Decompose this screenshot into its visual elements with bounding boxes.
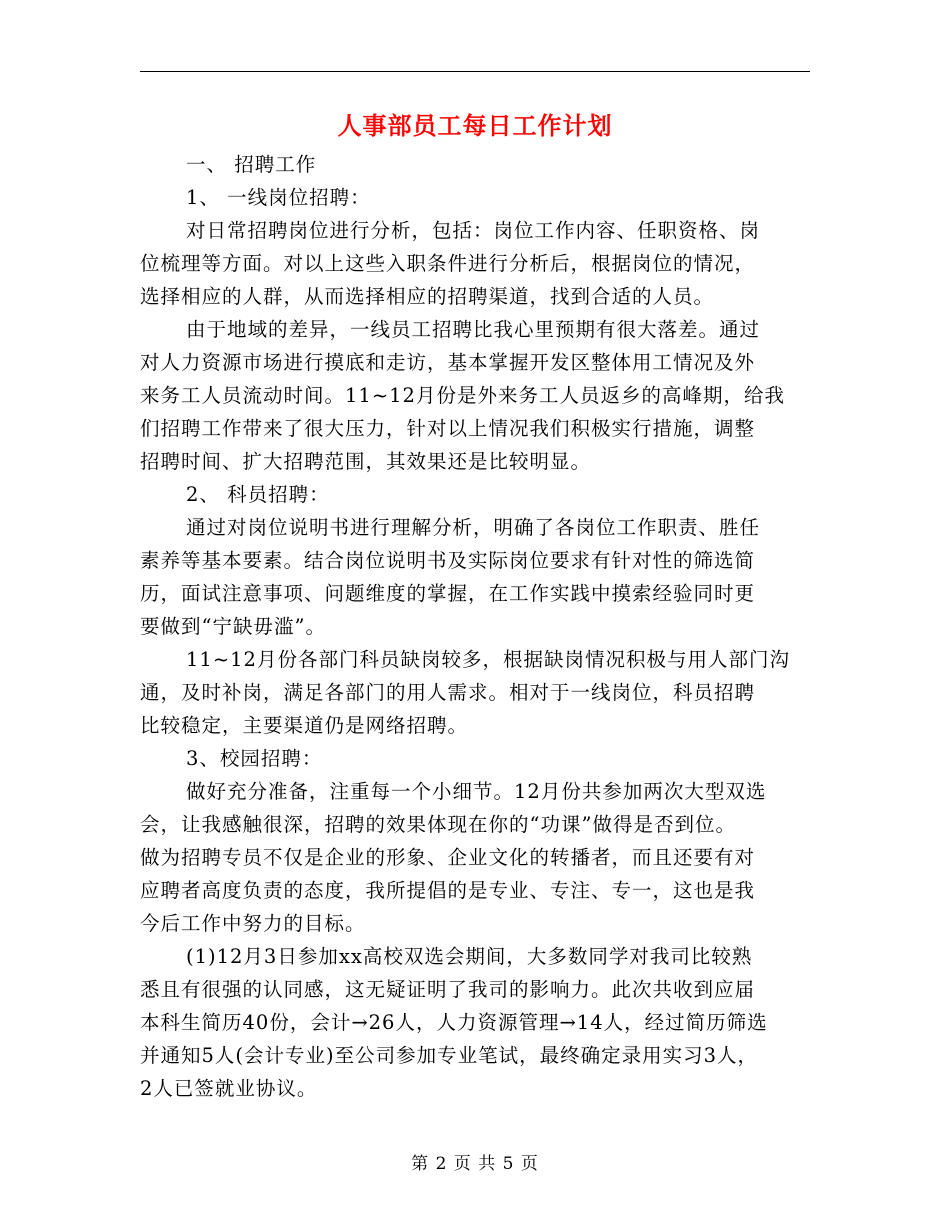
header-rule	[140, 71, 810, 72]
body-line: 选择相应的人群，从而选择相应的招聘渠道，找到合适的人员。	[140, 285, 715, 308]
body-line: 今后工作中努力的目标。	[140, 912, 366, 935]
body-line: 对日常招聘岗位进行分析，包括：岗位工作内容、任职资格、岗	[186, 219, 761, 242]
body-line: 2、 科员招聘：	[186, 483, 330, 506]
body-line: 通，及时补岗，满足各部门的用人需求。相对于一线岗位，科员招聘	[140, 681, 756, 704]
page-number-footer: 第 2 页 共 5 页	[411, 1154, 539, 1174]
body-line: 由于地域的差异，一线员工招聘比我心里预期有很大落差。通过	[186, 318, 761, 341]
body-line: 要做到“宁缺毋滥”。	[140, 615, 326, 638]
body-line: 比较稳定，主要渠道仍是网络招聘。	[140, 714, 469, 737]
body-line: 做好充分准备，注重每一个小细节。12月份共参加两次大型双选	[186, 780, 767, 803]
body-line: 历，面试注意事项、问题维度的掌握，在工作实践中摸索经验同时更	[140, 582, 756, 605]
body-line: 并通知5人(会计专业)至公司参加专业笔试，最终确定录用实习3人，	[140, 1044, 759, 1067]
body-line: 应聘者高度负责的态度，我所提倡的是专业、专注、专一，这也是我	[140, 879, 756, 902]
body-line: 会，让我感触很深，招聘的效果体现在你的“功课”做得是否到位。	[140, 813, 736, 836]
body-line: 通过对岗位说明书进行理解分析，明确了各岗位工作职责、胜任	[186, 516, 761, 539]
body-line: 本科生简历40份，会计→26人，人力资源管理→14人，经过简历筛选	[140, 1011, 768, 1034]
body-line: 素养等基本要素。结合岗位说明书及实际岗位要求有针对性的筛选简	[140, 549, 756, 572]
body-line: 对人力资源市场进行摸底和走访，基本掌握开发区整体用工情况及外	[140, 351, 756, 374]
body-line: 来务工人员流动时间。11~12月份是外来务工人员返乡的高峰期，给我	[140, 384, 785, 407]
body-line: 一、 招聘工作	[186, 153, 317, 176]
body-line: 做为招聘专员不仅是企业的形象、企业文化的转播者，而且还要有对	[140, 846, 756, 869]
body-line: 们招聘工作带来了很大压力，针对以上情况我们积极实行措施，调整	[140, 417, 756, 440]
body-line: 悉且有很强的认同感，这无疑证明了我司的影响力。此次共收到应届	[140, 978, 756, 1001]
body-line: 11~12月份各部门科员缺岗较多，根据缺岗情况积极与用人部门沟	[186, 648, 790, 671]
body-line: 3、校园招聘：	[186, 747, 323, 770]
document-body	[140, 148, 810, 1105]
body-line: 2人已签就业协议。	[140, 1077, 318, 1100]
document-title: 人事部员工每日工作计划	[337, 111, 613, 140]
body-line: 招聘时间、扩大招聘范围，其效果还是比较明显。	[140, 450, 592, 473]
body-line: 1、 一线岗位招聘：	[186, 186, 371, 209]
body-line: 位梳理等方面。对以上这些入职条件进行分析后，根据岗位的情况，	[140, 252, 756, 275]
body-line: (1)12月3日参加xx高校双选会期间，大多数同学对我司比较熟	[186, 945, 753, 968]
